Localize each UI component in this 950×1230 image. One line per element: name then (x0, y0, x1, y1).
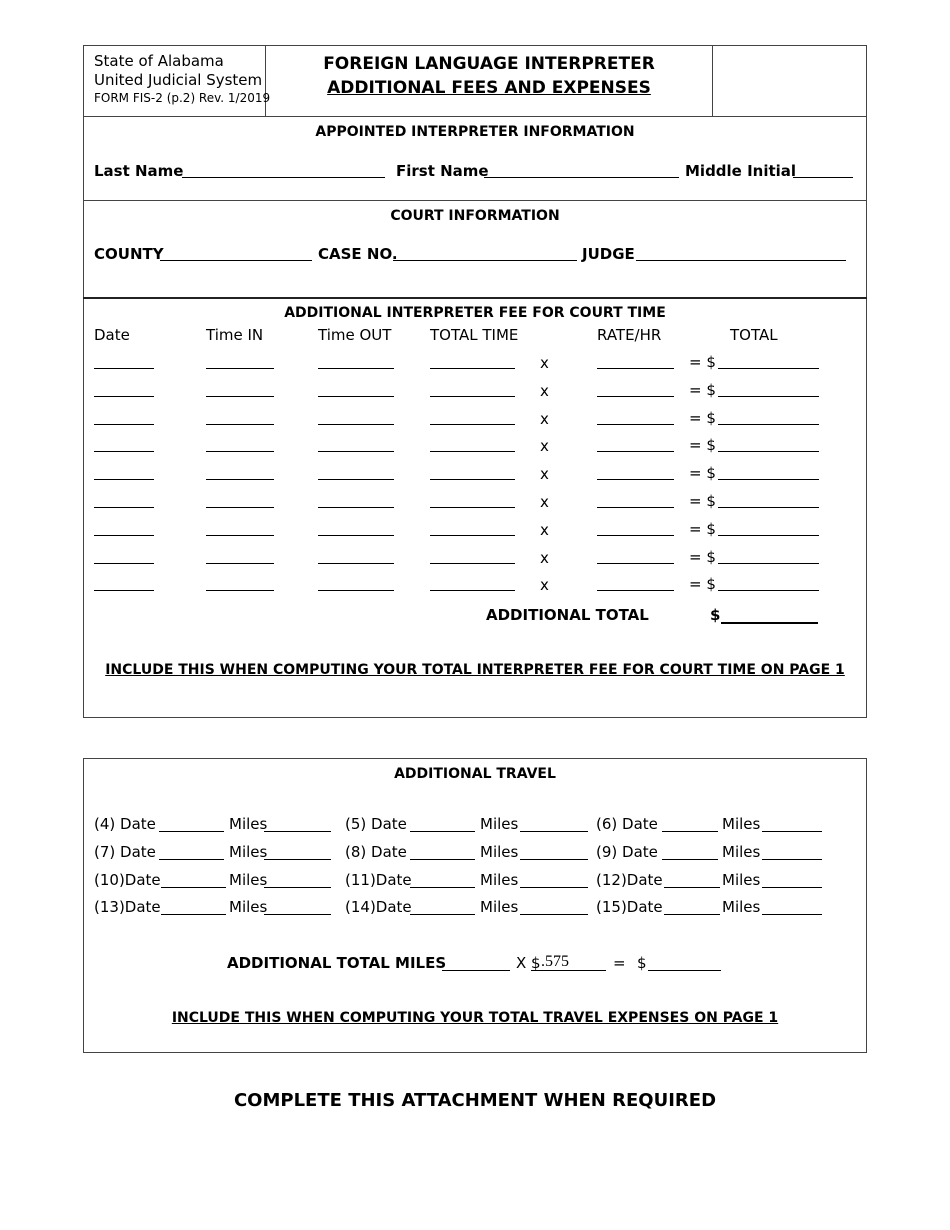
travel-miles-label: Miles (229, 815, 268, 833)
row-equals-dollar: = $ (689, 464, 716, 483)
row-equals-dollar: = $ (689, 380, 716, 399)
travel-equals: = (613, 954, 626, 972)
fee-cell-field[interactable] (318, 563, 394, 564)
travel-date-field[interactable] (159, 859, 224, 860)
fee-cell-field[interactable] (597, 451, 674, 452)
row-equals-dollar: = $ (689, 547, 716, 566)
case-no-field[interactable] (393, 260, 577, 261)
middle-initial-label: Middle Initial (685, 162, 797, 180)
total-miles-label: ADDITIONAL TOTAL MILES (227, 954, 447, 972)
row-equals-dollar: = $ (689, 408, 716, 427)
travel-total-field[interactable] (648, 970, 721, 971)
travel-date-field[interactable] (410, 887, 475, 888)
fee-cell-field[interactable] (430, 368, 515, 369)
row-total-field[interactable] (718, 563, 819, 564)
fee-cell-field[interactable] (94, 451, 154, 452)
fee-cell-field[interactable] (206, 507, 274, 508)
additional-total-dollar: $ (710, 606, 721, 624)
travel-miles-field[interactable] (520, 859, 588, 860)
judge-field[interactable] (636, 260, 846, 261)
multiply-sign: x (540, 493, 549, 511)
travel-date-field[interactable] (161, 887, 226, 888)
form-id: FORM FIS-2 (p.2) Rev. 1/2019 (94, 91, 271, 105)
fee-cell-field[interactable] (430, 535, 515, 536)
fee-cell-field[interactable] (94, 563, 154, 564)
fee-cell-field[interactable] (430, 507, 515, 508)
fee-cell-field[interactable] (430, 396, 515, 397)
fee-cell-field[interactable] (94, 396, 154, 397)
fee-cell-field[interactable] (206, 563, 274, 564)
fee-cell-field[interactable] (318, 396, 394, 397)
fee-cell-field[interactable] (597, 563, 674, 564)
fee-cell-field[interactable] (597, 507, 674, 508)
travel-date-label: (9) Date (596, 842, 658, 861)
travel-miles-label: Miles (480, 815, 519, 833)
fee-cell-field[interactable] (597, 396, 674, 397)
middle-initial-field[interactable] (793, 177, 853, 178)
travel-miles-field[interactable] (264, 859, 331, 860)
travel-miles-label: Miles (722, 870, 761, 889)
fee-cell-field[interactable] (94, 507, 154, 508)
fee-cell-field[interactable] (430, 451, 515, 452)
row-equals-dollar: = $ (689, 492, 716, 510)
last-name-label: Last Name (94, 162, 184, 180)
judge-label: JUDGE (582, 245, 635, 263)
fee-cell-field[interactable] (94, 590, 154, 591)
fee-cell-field[interactable] (430, 590, 515, 591)
travel-miles-field[interactable] (264, 914, 331, 915)
fee-cell-field[interactable] (318, 451, 394, 452)
fee-cell-field[interactable] (206, 368, 274, 369)
fee-note: INCLUDE THIS WHEN COMPUTING YOUR TOTAL INTERPRETER FEE FOR COURT TIME ON PAGE 1 (105, 662, 845, 678)
form-subtitle: ADDITIONAL FEES AND EXPENSES (327, 78, 651, 98)
court-heading: COURT INFORMATION (390, 208, 560, 224)
col-time-in: Time IN (206, 326, 264, 344)
header-divider-right (712, 45, 713, 116)
row-total-field[interactable] (718, 479, 819, 480)
row-total-field[interactable] (718, 590, 819, 591)
row-total-field[interactable] (718, 451, 819, 452)
fee-cell-field[interactable] (318, 479, 394, 480)
fee-cell-field[interactable] (206, 451, 274, 452)
form-title: FOREIGN LANGUAGE INTERPRETER (323, 54, 655, 74)
travel-date-label: (11)Date (345, 870, 412, 889)
col-rate-hr: RATE/HR (597, 326, 662, 344)
row-total-field[interactable] (718, 507, 819, 508)
fee-cell-field[interactable] (318, 507, 394, 508)
row-total-field[interactable] (718, 424, 819, 425)
fee-cell-field[interactable] (206, 424, 274, 425)
travel-date-label: (6) Date (596, 815, 658, 833)
fee-cell-field[interactable] (206, 479, 274, 480)
travel-miles-label: Miles (480, 898, 519, 917)
mileage-rate: .575 (541, 953, 569, 970)
fee-cell-field[interactable] (597, 479, 674, 480)
travel-date-label: (13)Date (94, 898, 161, 917)
fee-cell-field[interactable] (318, 535, 394, 536)
row-equals-dollar: = $ (689, 436, 716, 455)
travel-date-field[interactable] (159, 831, 224, 832)
travel-date-field[interactable] (662, 831, 718, 832)
county-label: COUNTY (94, 245, 164, 263)
fee-cell-field[interactable] (597, 590, 674, 591)
fee-cell-field[interactable] (597, 424, 674, 425)
travel-date-label: (7) Date (94, 842, 156, 861)
travel-date-field[interactable] (662, 859, 718, 860)
travel-date-field[interactable] (664, 887, 720, 888)
fee-cell-field[interactable] (94, 479, 154, 480)
fee-heading: ADDITIONAL INTERPRETER FEE FOR COURT TIME (284, 305, 666, 321)
fee-cell-field[interactable] (597, 368, 674, 369)
interpreter-bottom-rule (83, 200, 867, 201)
court-bottom-rule (83, 297, 867, 299)
fee-cell-field[interactable] (206, 396, 274, 397)
row-equals-dollar: = $ (689, 353, 716, 371)
col-total: TOTAL (730, 326, 778, 344)
fee-cell-field[interactable] (430, 563, 515, 564)
travel-heading: ADDITIONAL TRAVEL (394, 766, 556, 782)
multiply-sign: x (540, 437, 549, 456)
travel-dollar: $ (637, 954, 647, 972)
travel-miles-field[interactable] (520, 887, 588, 888)
row-total-field[interactable] (718, 368, 819, 369)
travel-date-field[interactable] (410, 859, 475, 860)
travel-date-field[interactable] (664, 914, 720, 915)
case-no-label: CASE NO. (318, 245, 398, 263)
col-date: Date (94, 326, 130, 344)
interpreter-heading: APPOINTED INTERPRETER INFORMATION (315, 124, 635, 140)
fee-cell-field[interactable] (430, 424, 515, 425)
travel-miles-label: Miles (722, 842, 761, 861)
multiply-sign: x (540, 576, 549, 595)
col-total-time: TOTAL TIME (430, 326, 519, 344)
rate-prefix: X $ (516, 954, 541, 972)
travel-miles-field[interactable] (762, 887, 822, 888)
travel-miles-label: Miles (480, 842, 519, 861)
travel-date-label: (8) Date (345, 842, 407, 861)
fee-cell-field[interactable] (206, 590, 274, 591)
travel-miles-label: Miles (480, 870, 519, 889)
org-line-2: United Judicial System (94, 71, 263, 89)
travel-note: INCLUDE THIS WHEN COMPUTING YOUR TOTAL TRAVEL EXPENSES ON PAGE 1 (171, 1010, 779, 1026)
additional-total-label: ADDITIONAL TOTAL (486, 606, 649, 624)
multiply-sign: x (540, 381, 549, 400)
multiply-sign: x (540, 548, 549, 567)
travel-date-label: (12)Date (596, 870, 663, 889)
travel-miles-label: Miles (722, 815, 761, 833)
fee-cell-field[interactable] (94, 368, 154, 369)
first-name-label: First Name (396, 162, 489, 180)
fee-cell-field[interactable] (318, 424, 394, 425)
travel-miles-label: Miles (229, 898, 268, 917)
travel-miles-label: Miles (722, 898, 761, 917)
travel-date-field[interactable] (410, 831, 475, 832)
row-equals-dollar: = $ (689, 519, 716, 538)
travel-miles-field[interactable] (762, 914, 822, 915)
footer-note: COMPLETE THIS ATTACHMENT WHEN REQUIRED (233, 1090, 717, 1111)
multiply-sign: x (540, 520, 549, 539)
travel-miles-label: Miles (229, 870, 268, 889)
travel-date-label: (10)Date (94, 870, 161, 889)
travel-date-field[interactable] (410, 914, 475, 915)
fee-cell-field[interactable] (318, 368, 394, 369)
travel-date-label: (5) Date (345, 815, 407, 833)
row-total-field[interactable] (718, 396, 819, 397)
row-total-field[interactable] (718, 535, 819, 536)
mileage-rate-underline (531, 970, 606, 971)
travel-miles-label: Miles (229, 842, 268, 861)
fee-cell-field[interactable] (597, 535, 674, 536)
travel-miles-field[interactable] (264, 831, 331, 832)
multiply-sign: x (540, 409, 549, 428)
travel-miles-field[interactable] (264, 887, 331, 888)
form-top-box (83, 45, 867, 718)
travel-miles-field[interactable] (520, 914, 588, 915)
travel-miles-field[interactable] (762, 859, 822, 860)
travel-miles-field[interactable] (520, 831, 588, 832)
total-miles-field[interactable] (442, 970, 510, 971)
fee-cell-field[interactable] (206, 535, 274, 536)
header-bottom-rule (83, 116, 867, 117)
first-name-field[interactable] (484, 177, 679, 178)
travel-date-field[interactable] (161, 914, 226, 915)
travel-date-label: (15)Date (596, 898, 663, 917)
additional-total-field[interactable] (721, 622, 818, 624)
multiply-sign: x (540, 465, 549, 484)
fee-cell-field[interactable] (318, 590, 394, 591)
multiply-sign: x (540, 354, 549, 372)
county-field[interactable] (160, 260, 312, 261)
fee-cell-field[interactable] (94, 535, 154, 536)
fee-cell-field[interactable] (94, 424, 154, 425)
org-line-1: State of Alabama (94, 52, 224, 70)
fee-cell-field[interactable] (430, 479, 515, 480)
travel-miles-field[interactable] (762, 831, 822, 832)
travel-date-label: (14)Date (345, 898, 412, 917)
travel-date-label: (4) Date (94, 815, 156, 833)
col-time-out: Time OUT (318, 326, 392, 344)
row-equals-dollar: = $ (689, 575, 716, 594)
last-name-field[interactable] (182, 177, 385, 178)
